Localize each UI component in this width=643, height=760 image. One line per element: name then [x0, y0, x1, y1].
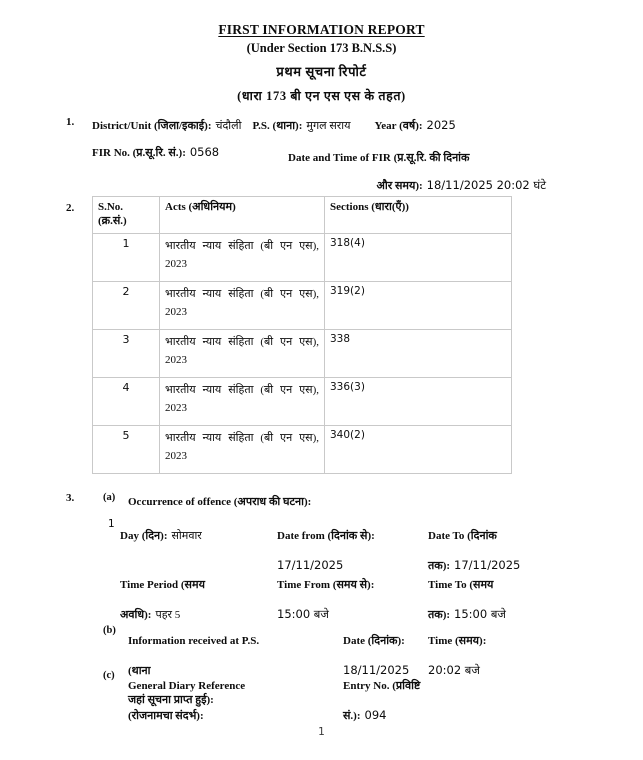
district-field: [92, 116, 245, 133]
information-date-value: 18/11/2025: [343, 662, 410, 677]
police-station-field: [252, 116, 354, 133]
section-1-number: 1.: [66, 116, 75, 128]
police-station-value: मुगल सराय: [306, 120, 351, 132]
cell-act: भारतीय न्याय संहिता (बी एन एस), 2023: [160, 329, 325, 377]
fir-datetime-label-line2: और समय):: [376, 180, 423, 192]
cell-sno: 3: [93, 329, 160, 377]
column-header-sno-line1: S.No.: [98, 201, 124, 213]
cell-section: 319(2): [325, 281, 512, 329]
fir-datetime-value: 18/11/2025 20:02 घंटे: [426, 178, 546, 192]
table-header-row: [93, 197, 512, 234]
section-3b-marker: (b): [103, 625, 116, 636]
section-1-row-district: [92, 116, 456, 134]
cell-act: भारतीय न्याय संहिता (बी एन एस), 2023: [160, 425, 325, 473]
table-header: [93, 197, 512, 234]
page-subtitle-en: (Under Section 173 B.N.S.S): [246, 41, 397, 55]
district-label: District/Unit (जिला/इकाई):: [92, 120, 212, 132]
fir-datetime-label-line1: Date and Time of FIR (प्र.सू.रि. की दिनांक: [288, 152, 470, 164]
date-to-label-line2: तक):: [428, 559, 451, 572]
day-field: [120, 520, 280, 550]
cell-act: भारतीय न्याय संहिता (बी एन एस), 2023: [160, 233, 325, 281]
general-diary-label: [128, 670, 318, 729]
column-header-sno-line2: (क्र.सं.): [98, 215, 127, 228]
page-number-footer: 1: [318, 726, 325, 738]
year-value: 2025: [426, 118, 456, 132]
document-header: [0, 0, 643, 104]
page-subtitle-hindi: (धारा 173 बी एन एस एस के तहत): [237, 89, 406, 103]
date-from-label: Date from (दिनांक से):: [277, 530, 375, 542]
section-1-identification: [0, 112, 643, 192]
fir-datetime-field: [288, 143, 588, 199]
entry-number-label-line1: Entry No. (प्रविष्टि: [343, 680, 421, 692]
year-field: [375, 116, 456, 133]
table-row: [93, 377, 512, 425]
information-received-label-line2: जहां सूचना प्राप्त हुई):: [128, 694, 214, 707]
page-title-hindi: प्रथम सूचना रिपोर्ट: [276, 64, 367, 79]
fir-number-label: FIR No. (प्र.सू.रि. सं.):: [92, 147, 186, 159]
column-header-sno: [93, 197, 160, 234]
time-to-label-line2: तक):: [428, 608, 451, 621]
section-2-number: 2.: [66, 202, 75, 214]
fir-datetime-line2: [288, 171, 546, 199]
general-diary-label-line1: General Diary Reference: [128, 680, 246, 692]
table-body: [93, 233, 512, 473]
date-to-value: 17/11/2025: [454, 557, 521, 572]
time-period-field: [120, 569, 280, 628]
information-date-label: Date (दिनांक):: [343, 635, 405, 647]
year-label: Year (वर्ष):: [374, 120, 423, 132]
table-row: [93, 329, 512, 377]
time-from-label: Time From (समय से):: [277, 579, 375, 591]
time-to-label-line1: Time To (समय: [428, 579, 494, 591]
cell-sno: 5: [93, 425, 160, 473]
table-row: [93, 425, 512, 473]
fir-number-value: 0568: [189, 145, 220, 159]
page-title: FIRST INFORMATION REPORT: [218, 22, 425, 37]
police-station-label: P.S. (थाना):: [252, 120, 303, 132]
day-value: सोमवार: [171, 530, 202, 542]
table-row: [93, 281, 512, 329]
cell-sno: 4: [93, 377, 160, 425]
cell-section: 340(2): [325, 425, 512, 473]
entry-number-field: [343, 670, 493, 729]
cell-section: 318(4): [325, 233, 512, 281]
information-time-label: Time (समय):: [428, 635, 487, 647]
date-to-label-line1: Date To (दिनांक: [428, 530, 497, 542]
day-label: Day (दिन):: [120, 530, 168, 542]
section-3-number: 3.: [66, 492, 75, 504]
information-received-label-line1: Information received at P.S. (थाना: [128, 635, 260, 677]
entry-number-value: 094: [364, 707, 387, 722]
cell-section: 338: [325, 329, 512, 377]
cell-act: भारतीय न्याय संहिता (बी एन एस), 2023: [160, 281, 325, 329]
cell-section: 336(3): [325, 377, 512, 425]
time-period-label-line1: Time Period (समय: [120, 579, 205, 591]
section-3c-marker: (c): [103, 670, 115, 681]
general-diary-label-line2: (रोजनामचा संदर्भ):: [128, 709, 204, 722]
time-to-field: [428, 569, 598, 628]
time-period-value: पहर 5: [155, 608, 181, 621]
district-value: चंदौली: [215, 120, 242, 132]
cell-sno: 1: [93, 233, 160, 281]
date-from-value: 17/11/2025: [277, 557, 344, 572]
time-period-label-line2: अवधि):: [120, 608, 152, 621]
time-from-value: 15:00 बजे: [277, 606, 329, 621]
cell-sno: 2: [93, 281, 160, 329]
occurrence-index: 1: [108, 518, 115, 530]
cell-act: भारतीय न्याय संहिता (बी एन एस), 2023: [160, 377, 325, 425]
table-row: [93, 233, 512, 281]
acts-sections-table: [92, 196, 512, 474]
column-header-sections: Sections (धारा(एँ)): [325, 197, 512, 234]
section-3a-marker: (a): [103, 492, 116, 503]
section-3a-title: Occurrence of offence (अपराध की घटना):: [128, 496, 312, 508]
entry-number-label-line2: सं.):: [343, 709, 361, 722]
information-time-value: 20:02 बजे: [428, 662, 480, 677]
time-from-field: [277, 569, 429, 628]
time-to-value: 15:00 बजे: [454, 606, 506, 621]
fir-number-field: [92, 143, 219, 161]
column-header-acts: Acts (अधिनियम): [160, 197, 325, 234]
